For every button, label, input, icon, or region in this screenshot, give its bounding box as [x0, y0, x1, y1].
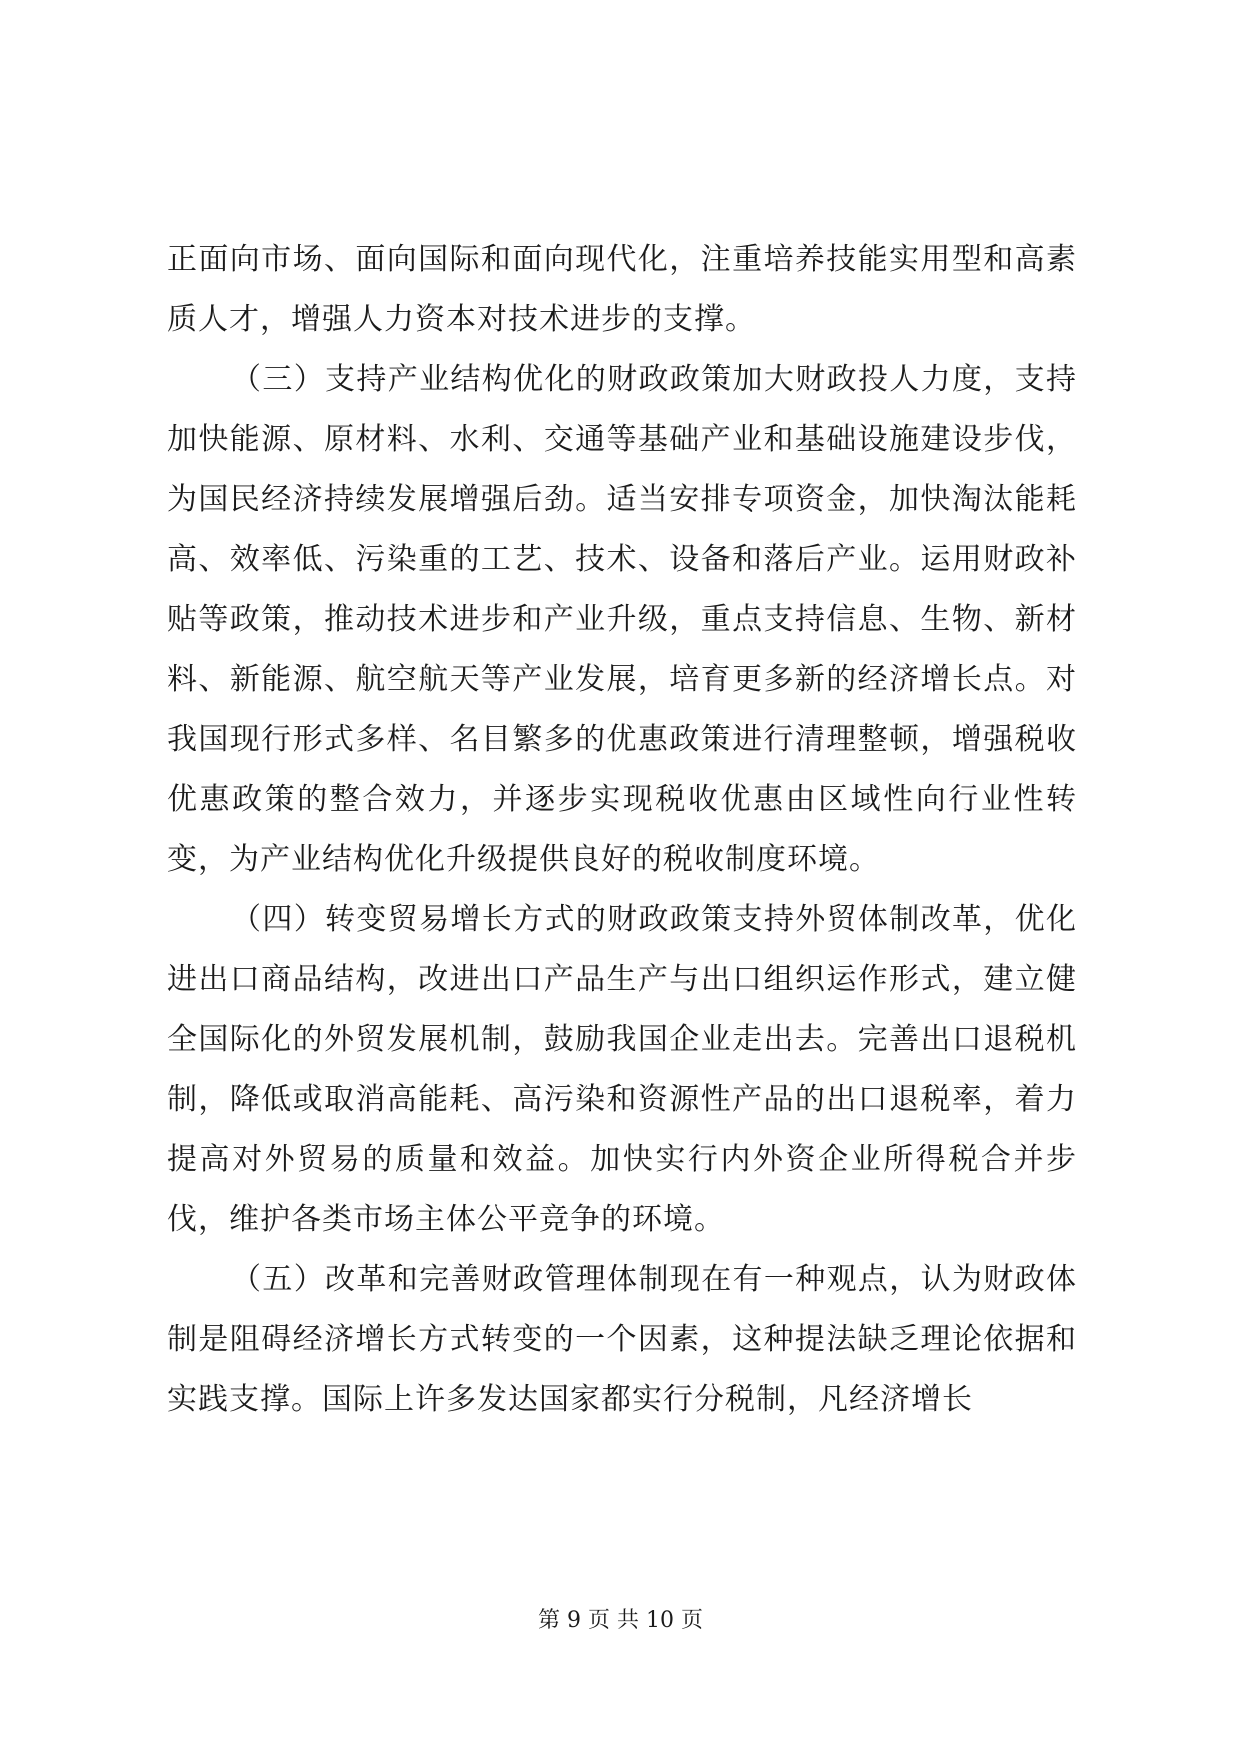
document-body	[167, 230, 1077, 1430]
paragraph-continuation: 正面向市场、面向国际和面向现代化，注重培养技能实用型和高素质人才，增强人力资本对技术进步的支撑。	[167, 242, 1077, 337]
paragraph-section-3: （三）支持产业结构优化的财政政策加大财政投人力度，支持加快能源、原材料、水利、交通等基础产业和基础设施建设步伐，为国民经济持续发展增强后劲。适当安排专项资金，加快淘汰能耗高、效率低、污染重的工艺、技术、设备和落后产业。运用财政补贴等政策，推动技术进步和产业升级，重点支持信息、生物、新材料、新能源、航空航天等产业发展，培育更多新的经济增长点。对我国现行形式多样、名目繁多的优惠政策进行清理整顿，增强税收优惠政策的整合效力，并逐步实现税收优惠由区域性向行业性转变，为产业结构优化升级提供良好的税收制度环境。	[167, 362, 1077, 877]
page-number: 第 9 页 共 10 页	[538, 1608, 703, 1633]
paragraph-section-4: （四）转变贸易增长方式的财政政策支持外贸体制改革，优化进出口商品结构，改进出口产品生产与出口组织运作形式，建立健全国际化的外贸发展机制，鼓励我国企业走出去。完善出口退税机制，降低或取消高能耗、高污染和资源性产品的出口退税率，着力提高对外贸易的质量和效益。加快实行内外资企业所得税合并步伐，维护各类市场主体公平竞争的环境。	[167, 902, 1077, 1237]
paragraph-section-5: （五）改革和完善财政管理体制现在有一种观点，认为财政体制是阻碍经济增长方式转变的一个因素，这种提法缺乏理论依据和实践支撑。国际上许多发达国家都实行分税制，凡经济增长	[167, 1262, 1077, 1417]
page-footer	[0, 1606, 1241, 1636]
